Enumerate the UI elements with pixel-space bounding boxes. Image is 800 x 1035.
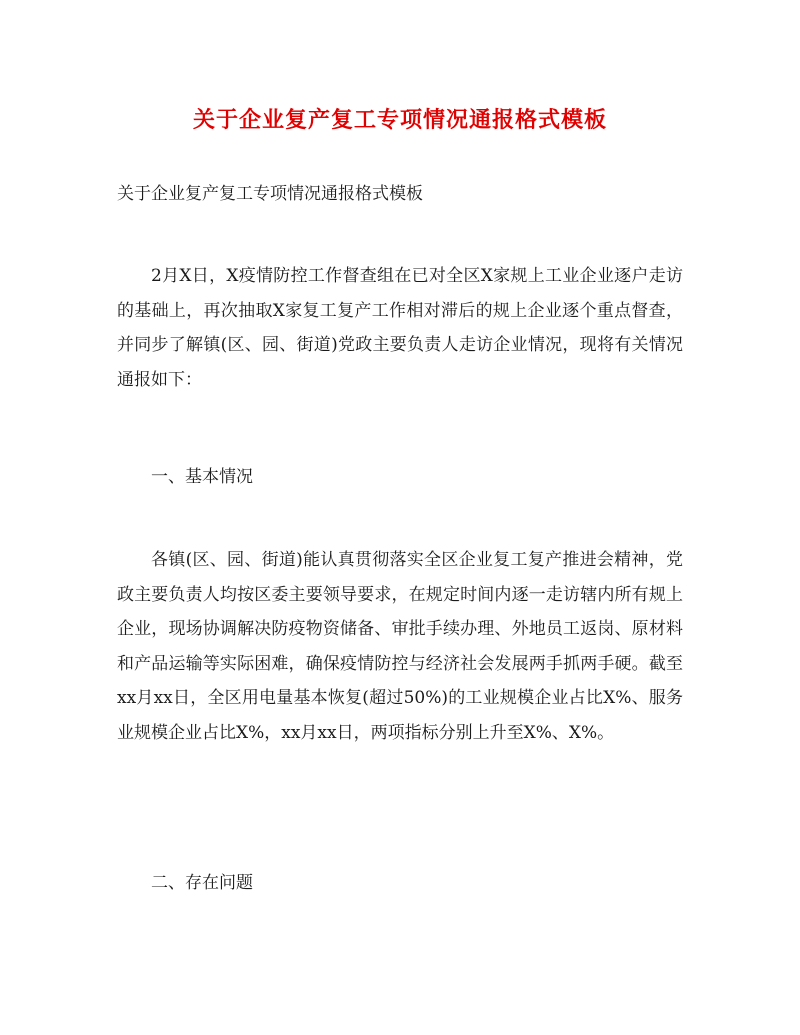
document-title: 关于企业复产复工专项情况通报格式模板 [192,107,607,133]
intro-paragraph: 2月X日，X疫情防控工作督查组在已对全区X家规上工业企业逐户走访的基础上，再次抽取X家复工复产工作相对滞后的规上企业逐个重点督查，并同步了解镇(区、园、街道)党政主要负责人走访企业情况，现将有关情况通报如下： [117,266,683,390]
document-subtitle: 关于企业复产复工专项情况通报格式模板 [117,184,423,204]
section-heading-basic-situation: 一、基本情况 [151,467,253,487]
section-heading-existing-problems: 二、存在问题 [151,873,253,893]
basic-situation-paragraph: 各镇(区、园、街道)能认真贯彻落实全区企业复工复产推进会精神，党政主要负责人均按区委主要领导要求，在规定时间内逐一走访辖内所有规上企业，现场协调解决防疫物资储备、审批手续办理、外地员工返岗、原材料和产品运输等实际困难，确保疫情防控与经济社会发展两手抓两手硬。截至xx月xx日，全区用电量基本恢复(超过50%)的工业规模企业占比X%、服务业规模企业占比X%，xx月xx日，两项指标分别上升至X%、X%。 [117,550,683,743]
